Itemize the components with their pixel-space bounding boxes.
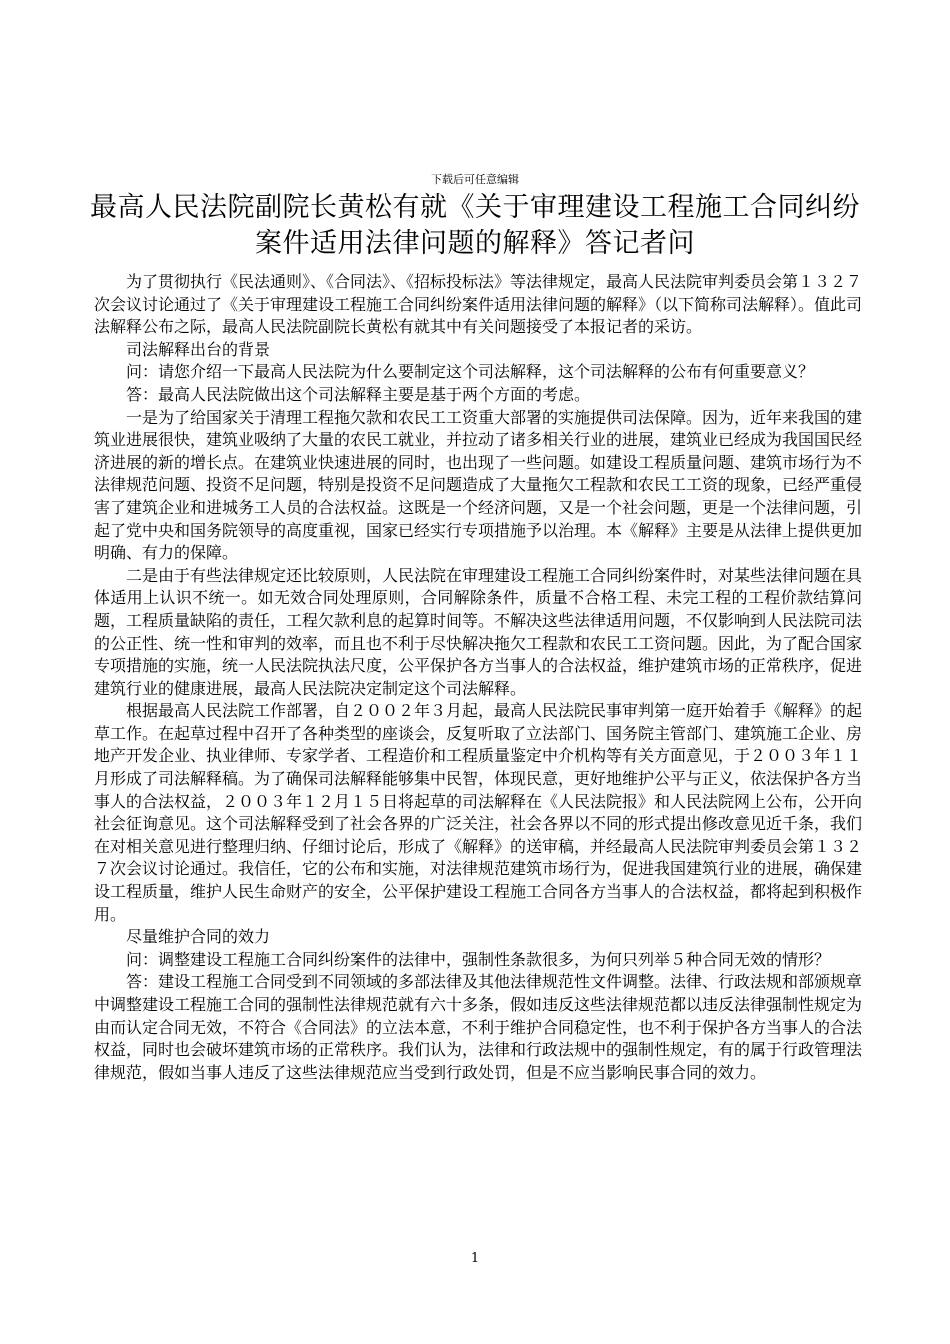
question-paragraph: 问：请您介绍一下最高人民法院为什么要制定这个司法解释，这个司法解释的公布有何重要意义？ [126,362,815,382]
answer-paragraph: 答：最高人民法院做出这个司法解释主要是基于两个方面的考虑。 [126,384,591,404]
section-heading-background: 司法解释出台的背景 [126,339,271,359]
intro-paragraph: 为了贯彻执行《民法通则》、《合同法》、《招标投标法》等法律规定，最高人民法院审判委员会第１３２７次会议讨论通过了《关于审理建设工程施工合同纠纷案件适用法律问题的解释》（以下简称司法解释）。值此司法解释公布之际，最高人民法院副院长黄松有就其中有关问题接受了本报记者的采访。 [94,272,863,337]
page-number: 1 [470,1251,480,1266]
document-body [94,271,862,1084]
body-paragraph: 根据最高人民法院工作部署，自２００２年３月起，最高人民法院民事审判第一庭开始着手《解释》的起草工作。在起草过程中召开了各种类型的座谈会，反复听取了立法部门、国务院主管部门、建筑施工企业、房地产开发企业、执业律师、专家学者、工程造价和工程质量鉴定中介机构等有关方面意见，于２００３年１１月形成了司法解释稿。为了确保司法解释能够集中民智，体现民意，更好地维护公平与正义，依法保护各方当事人的合法权益，２００３年１２月１５日将起草的司法解释在《人民法院报》和人民法院网上公布，公开向社会征询意见。这个司法解释受到了社会各界的广泛关注，社会各界以不同的形式提出修改意见近千条，我们在对相关意见进行整理归纳、仔细讨论后，形成了《解释》的送审稿，并经最高人民法院审判委员会第１３２７次会议讨论通过。我信任，它的公布和实施，对法律规范建筑市场行为，促进我国建筑行业的进展，确保建设工程质量，维护人民生命财产的安全，公平保护建设工程施工合同各方当事人的合法权益，都将起到积极作用。 [94,701,863,924]
body-paragraph: 二是由于有些法律规定还比较原则，人民法院在审理建设工程施工合同纠纷案件时，对某些法律问题在具体适用上认识不统一。如无效合同处理原则，合同解除条件，质量不合格工程、未完工程的工程价款结算问题，工程质量缺陷的责任，工程欠款利息的起算时间等。不解决这些法律适用问题，不仅影响到人民法院司法的公正性、统一性和审判的效率，而且也不利于尽快解决拖欠工程款和农民工工资问题。因此，为了配合国家专项措施的实施，统一人民法院执法尺度，公平保护各方当事人的合法权益，维护建筑市场的正常秩序，促进建筑行业的健康进展，最高人民法院决定制定这个司法解释。 [94,565,863,698]
answer-paragraph: 答：建设工程施工合同受到不同领域的多部法律及其他法律规范性文件调整。法律、行政法规和部颁规章中调整建设工程施工合同的强制性法律规范就有六十多条，假如违反这些法律规范都以违反法律强制性规定为由而认定合同无效，不符合《合同法》的立法本意，不利于维护合同稳定性，也不利于保护各方当事人的合法权益，同时也会破坏建筑市场的正常秩序。我们认为，法律和行政法规中的强制性规定，有的属于行政管理法律规范，假如当事人违反了这些法律规范应当受到行政处罚，但是不应当影响民事合同的效力。 [94,972,863,1082]
section-heading-contract-validity: 尽量维护合同的效力 [126,927,271,947]
body-paragraph: 一是为了给国家关于清理工程拖欠款和农民工工资重大部署的实施提供司法保障。因为，近年来我国的建筑业进展很快，建筑业吸纳了大量的农民工就业，并拉动了诸多相关行业的进展，建筑业已经成为我国国民经济进展的新的增长点。在建筑业快速进展的同时，也出现了一些问题。如建设工程质量问题、建筑市场行为不法律规范问题、投资不足问题，特别是投资不足问题造成了大量拖欠工程款和农民工工资的现象，已经严重侵害了建筑企业和进城务工人员的合法权益。这既是一个经济问题，又是一个社会问题，更是一个法律问题，引起了党中央和国务院领导的高度重视，国家已经实行专项措施予以治理。本《解释》主要是从法律上提供更加明确、有力的保障。 [94,407,863,563]
question-paragraph: 问：调整建设工程施工合同纠纷案件的法律中，强制性条款很多，为何只列举５种合同无效的情形？ [126,949,831,969]
header-note: 下载后可任意编辑 [431,173,519,186]
document-title: 最高人民法院副院长黄松有就《关于审理建设工程施工合同纠纷案件适用法律问题的解释》答记者问 [90,192,860,259]
